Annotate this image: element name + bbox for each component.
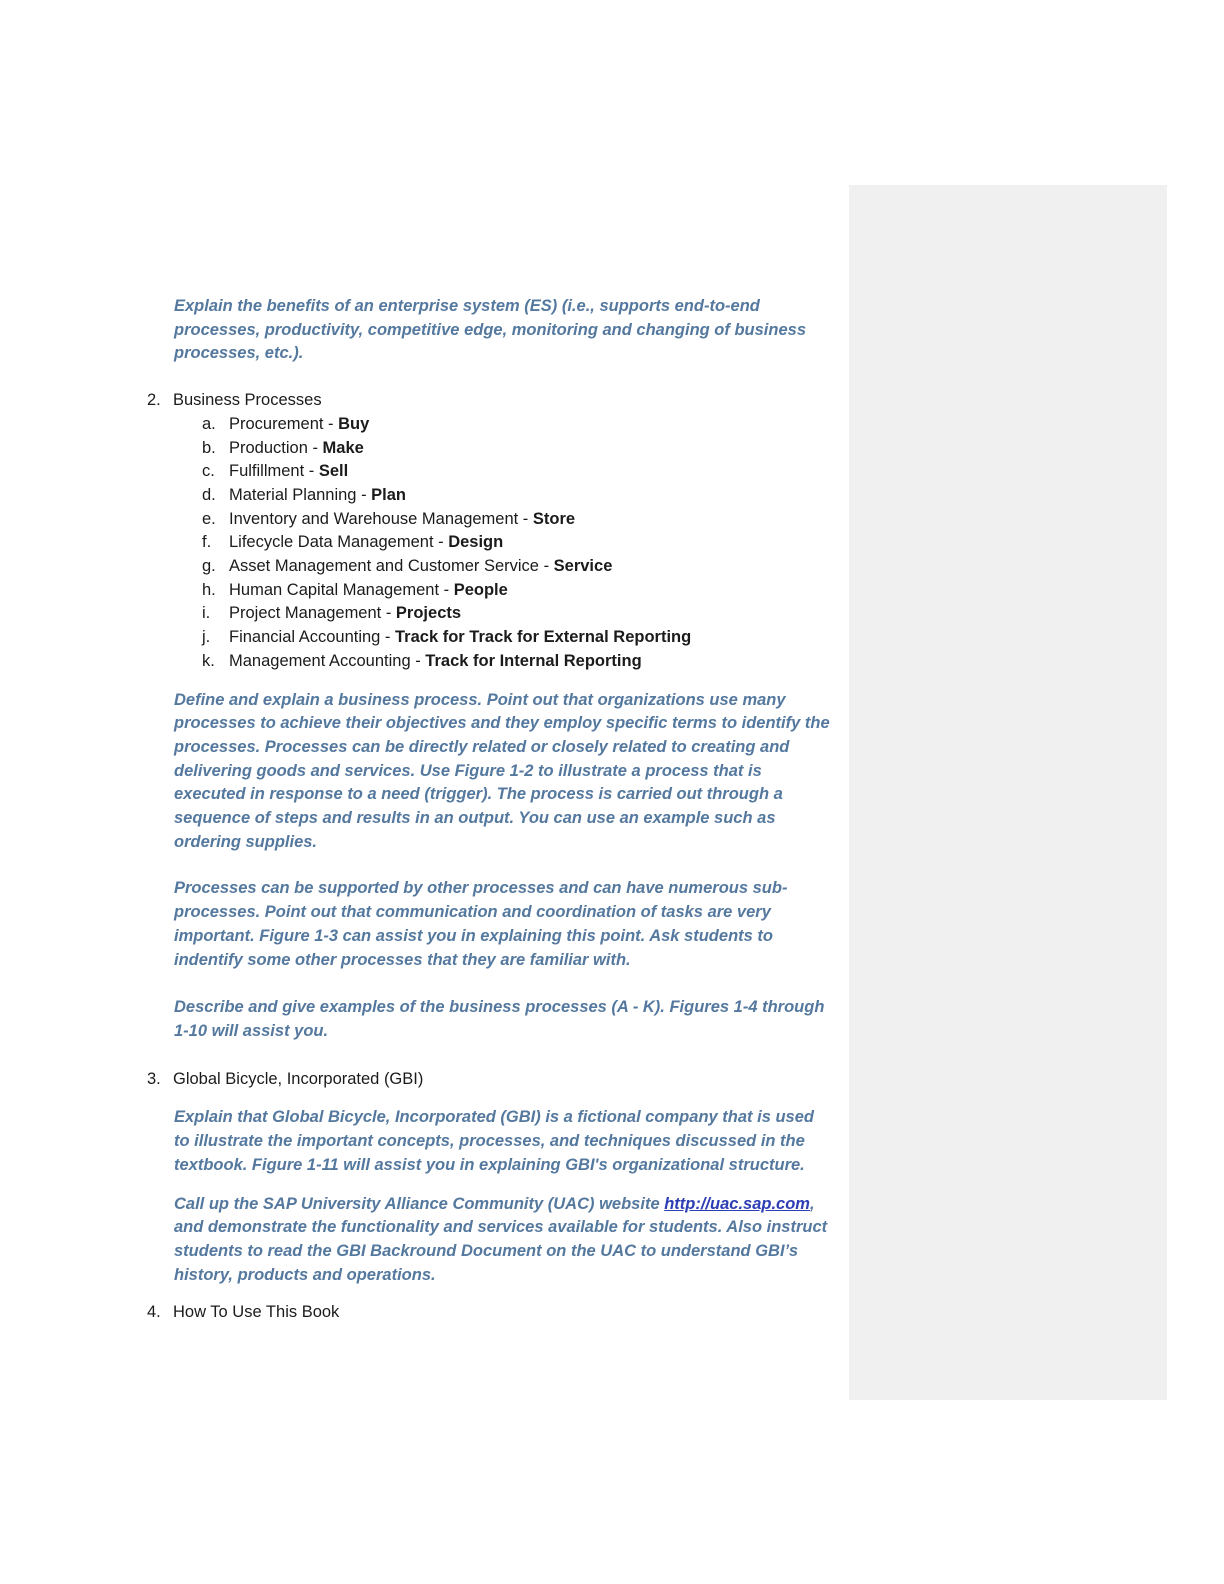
list-item	[147, 555, 847, 579]
process-keyword: Sell	[318, 462, 349, 481]
uac-text-before: Call up the SAP University Alliance Community (UAC) website	[174, 1194, 665, 1213]
document-page	[147, 295, 847, 1325]
process-keyword: Track for Track for External Reporting	[395, 628, 692, 647]
process-keyword: Plan	[371, 485, 407, 504]
list-item-text	[229, 508, 575, 532]
note-define-process: Define and explain a business process. Point out that organizations use many processes to achieve their objectives and they employ specific terms to identify the processes. Processes can be directly related or closely related to creating and delivering goods and services. Use Figure 1-2 to illustrate a process that is executed in response to a need (trigger). The process is carried out through a sequence of steps and results in an output. You can use an example such as ordering supplies.	[174, 690, 830, 851]
process-keyword: Projects	[395, 604, 462, 623]
section-number: 3.	[147, 1069, 161, 1088]
list-item-marker: e.	[202, 509, 216, 528]
list-item	[147, 602, 847, 626]
uac-text-after: , and demonstrate the functionality and services available for students. Also instruct students to read the GBI Backround Document on the UAC to understand GBI’s history, products and operations.	[174, 1194, 828, 1284]
list-item-text	[229, 437, 364, 461]
process-name: Management Accounting -	[229, 651, 426, 670]
process-name: Asset Management and Customer Service -	[229, 557, 554, 576]
blank-side-panel	[849, 185, 1167, 1400]
list-item-marker: a.	[202, 414, 216, 433]
process-keyword: Store	[532, 509, 576, 528]
list-item	[147, 437, 847, 461]
list-item-text	[229, 579, 508, 603]
section-number: 4.	[147, 1303, 161, 1322]
section-heading-business-processes	[147, 389, 847, 413]
note-describe-examples: Describe and give examples of the business processes (A - K). Figures 1-4 through 1-10 will assist you.	[174, 998, 825, 1040]
section-title: How To Use This Book	[173, 1303, 340, 1322]
list-item-text	[229, 460, 348, 484]
list-item-marker: b.	[202, 438, 216, 457]
list-item-marker: h.	[202, 580, 216, 599]
process-name: Lifecycle Data Management -	[229, 533, 449, 552]
uac-link[interactable]: http://uac.sap.com	[664, 1194, 810, 1213]
process-keyword: Service	[553, 557, 613, 576]
process-name: Inventory and Warehouse Management -	[229, 509, 533, 528]
process-name: Human Capital Management -	[229, 580, 454, 599]
note-enterprise-benefits: Explain the benefits of an enterprise system (ES) (i.e., supports end-to-end processes, productivity, competitive edge, monitoring and changing of business processes, etc.).	[174, 297, 806, 363]
section-heading-gbi	[147, 1068, 847, 1092]
list-item	[147, 413, 847, 437]
list-item-marker: i.	[202, 604, 211, 623]
section-title: Business Processes	[173, 391, 322, 410]
note-sub-processes: Processes can be supported by other processes and can have numerous sub-processes. Point out that communication and coordination of tasks are very important. Figure 1-3 can assist you in explaining this point. Ask students to indentify some other processes that they are familiar with.	[174, 879, 788, 969]
list-item-text	[229, 484, 406, 508]
list-item-text	[229, 413, 369, 437]
process-keyword: Buy	[338, 414, 370, 433]
process-name: Procurement -	[229, 414, 339, 433]
list-item-text	[229, 531, 503, 555]
list-item-marker: f.	[202, 533, 212, 552]
list-item-text	[229, 602, 461, 626]
process-name: Production -	[229, 438, 323, 457]
process-keyword: People	[453, 580, 508, 599]
section-title: Global Bicycle, Incorporated (GBI)	[173, 1069, 424, 1088]
section-heading-how-to-use	[147, 1301, 847, 1325]
list-item-text	[229, 555, 612, 579]
list-item-marker: g.	[202, 557, 216, 576]
business-process-list	[147, 413, 847, 674]
list-item-marker: k.	[202, 651, 215, 670]
list-item	[147, 579, 847, 603]
list-item	[147, 626, 847, 650]
note-gbi-intro: Explain that Global Bicycle, Incorporated (GBI) is a fictional company that is used to illustrate the important concepts, processes, and techniques discussed in the textbook. Figure 1-11 will assist you in explaining GBI's organizational structure.	[174, 1108, 814, 1174]
process-name: Project Management -	[229, 604, 396, 623]
list-item	[147, 650, 847, 674]
list-item	[147, 508, 847, 532]
section-number: 2.	[147, 391, 161, 410]
process-keyword: Design	[448, 533, 504, 552]
list-item-marker: d.	[202, 485, 216, 504]
list-item-marker: c.	[202, 462, 215, 481]
process-name: Financial Accounting -	[229, 628, 396, 647]
list-item	[147, 484, 847, 508]
process-name: Fulfillment -	[229, 462, 319, 481]
note-uac-website	[174, 1193, 834, 1288]
list-item	[147, 531, 847, 555]
list-item-marker: j.	[202, 628, 211, 647]
process-name: Material Planning -	[229, 485, 372, 504]
process-keyword: Track for Internal Reporting	[425, 651, 642, 670]
process-keyword: Make	[322, 438, 364, 457]
list-item	[147, 460, 847, 484]
list-item-text	[229, 626, 691, 650]
list-item-text	[229, 650, 642, 674]
